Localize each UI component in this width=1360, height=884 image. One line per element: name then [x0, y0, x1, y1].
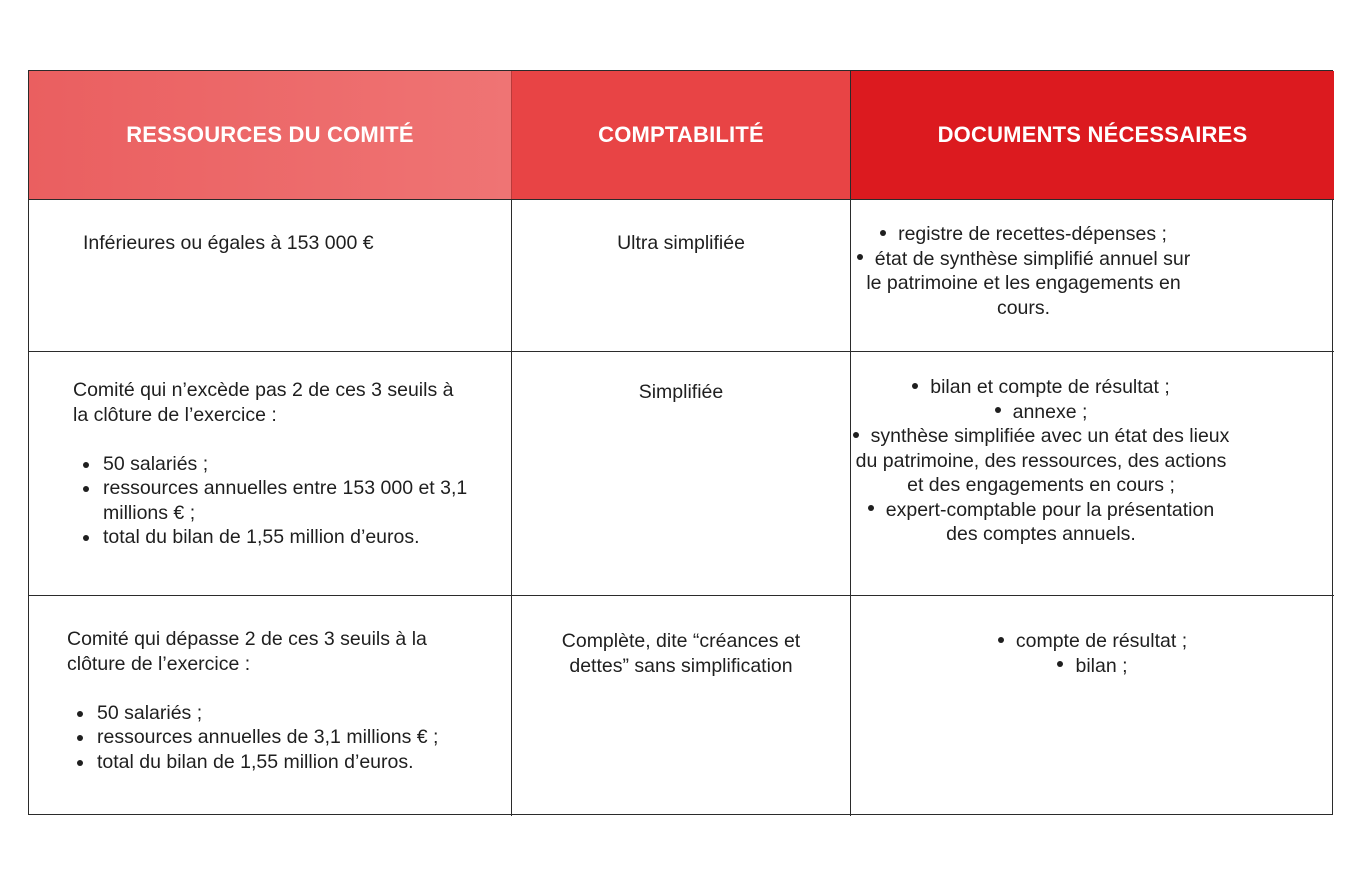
list-item: [851, 375, 1231, 400]
comparison-table: [28, 70, 1333, 815]
list-item-text: compte de résultat ;: [1015, 630, 1188, 652]
list-item-text: registre de recettes-dépenses ;: [898, 223, 1167, 245]
row2-comptabilite: [512, 351, 851, 595]
list-item-text: bilan et compte de résultat ;: [930, 376, 1170, 398]
list-item: [851, 654, 1334, 679]
list-item: [851, 498, 1231, 547]
header-documents: DOCUMENTS NÉCESSAIRES: [851, 71, 1334, 199]
row1-comptabilite: [512, 199, 851, 351]
row3-comptabilite: [512, 595, 851, 816]
list-item: [851, 400, 1231, 425]
row2-ressources: [29, 351, 512, 595]
bullet-icon: [853, 432, 859, 438]
list-item-text: annexe ;: [1012, 400, 1088, 423]
row3-comptabilite-text: Complète, dite “créances et dettes” sans simplification: [561, 630, 801, 677]
list-item: [851, 222, 1196, 247]
list-item-text: expert-comptable pour la présentation des comptes annuels.: [885, 498, 1215, 545]
list-item: 50 salariés ;: [103, 452, 473, 477]
bullet-icon: [868, 505, 874, 511]
bullet-icon: [1057, 661, 1063, 667]
header-comptabilite: COMPTABILITÉ: [512, 71, 851, 199]
row2-documents: [851, 351, 1334, 595]
row2-comptabilite-text: Simplifiée: [638, 381, 724, 403]
list-item-text: synthèse simplifiée avec un état des lieux du patrimoine, des ressources, des actions et des engagements en cours ;: [855, 425, 1230, 496]
header-ressources: RESSOURCES DU COMITÉ: [29, 71, 512, 199]
row3-ressources-list: [67, 701, 511, 775]
row2-ressources-list: [73, 452, 511, 550]
list-item: [851, 247, 1196, 321]
row2-ressources-intro: Comité qui n’excède pas 2 de ces 3 seuils à la clôture de l’exercice :: [73, 379, 454, 426]
list-item: 50 salariés ;: [97, 701, 511, 726]
row3-ressources-intro: Comité qui dépasse 2 de ces 3 seuils à la clôture de l’exercice :: [67, 628, 427, 675]
row3-ressources: [29, 595, 512, 816]
row3-documents: [851, 595, 1334, 816]
bullet-icon: [880, 230, 886, 236]
row2-documents-list: [851, 375, 1334, 547]
list-item: total du bilan de 1,55 million d’euros.: [103, 525, 473, 550]
row1-ressources: [29, 199, 512, 351]
row1-documents: [851, 199, 1334, 351]
bullet-icon: [998, 637, 1004, 643]
row1-comptabilite-text: Ultra simplifiée: [617, 232, 745, 254]
list-item: total du bilan de 1,55 million d’euros.: [97, 750, 511, 775]
bullet-icon: [857, 254, 863, 260]
list-item-text: bilan ;: [1075, 654, 1128, 677]
row3-documents-list: [851, 629, 1334, 678]
bullet-icon: [995, 407, 1001, 413]
list-item: ressources annuelles de 3,1 millions € ;: [97, 725, 511, 750]
list-item: ressources annuelles entre 153 000 et 3,1 millions € ;: [103, 476, 473, 525]
bullet-icon: [912, 383, 918, 389]
list-item-text: état de synthèse simplifié annuel sur le patrimoine et les engagements en cours.: [866, 247, 1191, 319]
list-item: [851, 424, 1231, 498]
row1-documents-list: [851, 222, 1334, 320]
list-item: [851, 629, 1334, 654]
row1-ressources-text: Inférieures ou égales à 153 000 €: [83, 232, 374, 254]
